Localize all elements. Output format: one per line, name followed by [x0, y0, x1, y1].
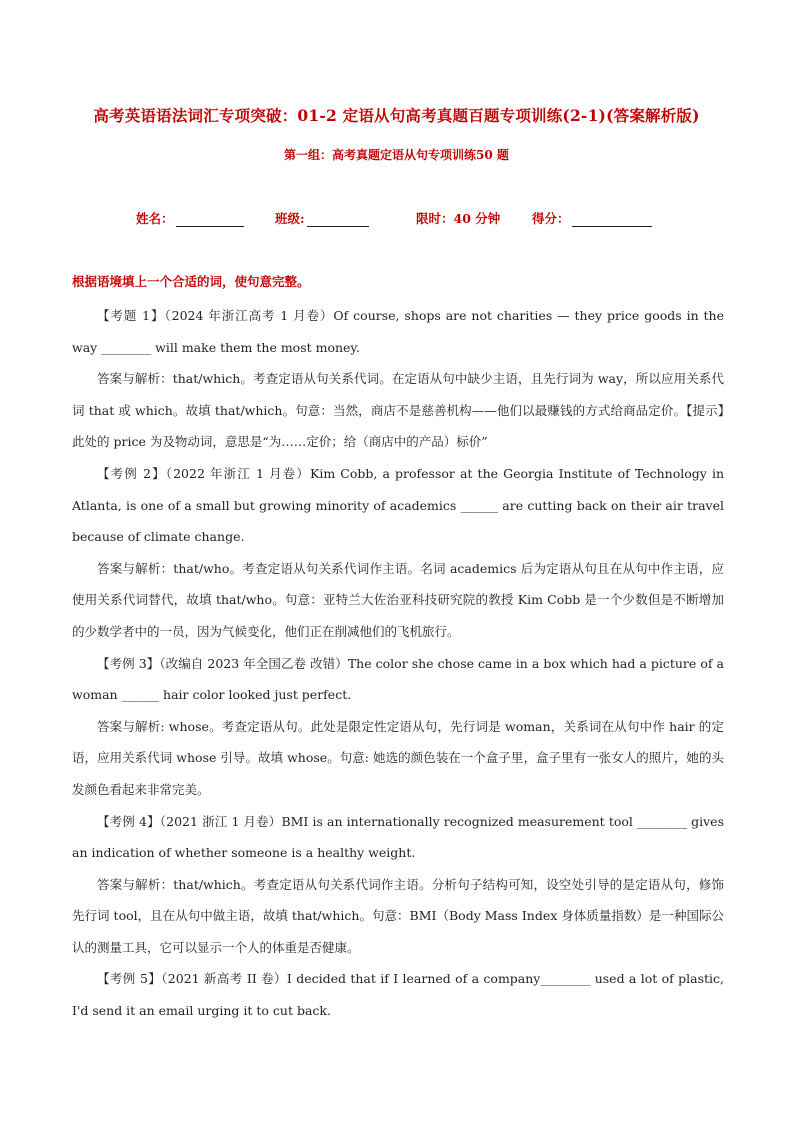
- class-label: 班级:: [275, 211, 305, 226]
- answer-3: 答案与解析: whose。考查定语从句。此处是限定性定语从句，先行词是 woman，关系词在从句中作 hair 的定语，应用关系代词 whose 引导。故填 whose。句意: 她选的颜色装在一个盒子里，盒子里有一张女人的照片，她的头发颜色看起来非常完美。: [72, 718, 724, 797]
- class-blank[interactable]: [307, 212, 369, 227]
- question-5: 【考例 5】（2021 新高考 II 卷）I decided that if I learned of a company________ used a lot of plastic, I'd send it an email urging it to cut back.: [72, 971, 724, 1019]
- time-limit: 限时：40 分钟: [416, 211, 501, 226]
- question-1: 【考题 1】（2024 年浙江高考 1 月卷）Of course, shops are not charities — they price goods in the way ________ will make them the most money.: [72, 308, 724, 355]
- instruction: 根据语境填上一个合适的词，使句意完整。: [72, 274, 310, 289]
- name-blank[interactable]: [176, 212, 244, 227]
- name-label: 姓名：: [136, 211, 174, 226]
- page-subtitle: 第一组：高考真题定语从句专项训练50 题: [284, 148, 509, 162]
- question-2: 【考例 2】（2022 年浙江 1 月卷）Kim Cobb, a professor at the Georgia Institute of Technology in Atlanta, is one of a small but growing minority of academics ______ are cutting back on their air travel because of climate change.: [72, 465, 724, 545]
- score-label: 得分：: [532, 211, 570, 226]
- question-list: [72, 300, 724, 1027]
- answer-1: 答案与解析：that/which。考查定语从句关系代词。在定语从句中缺少主语，且先行词为 way，所以应用关系代词 that 或 which。故填 that/which。句意：当然，商店不是慈善机构——他们以最赚钱的方式给商品定价。【提示】此处的 price 为及物动词，意思是“为……定价；给（商店中的产品）标价”: [72, 371, 724, 450]
- page-title: 高考英语语法词汇专项突破：01-2 定语从句高考真题百题专项训练(2-1)(答案解析版): [93, 106, 700, 125]
- student-info-row: [0, 209, 793, 227]
- question-3: 【考例 3】（改编自 2023 年全国乙卷 改错）The color she chose came in a box which had a picture of a woman ______ hair color looked just perfect.: [72, 655, 724, 703]
- name-field: [136, 209, 244, 227]
- answer-4: 答案与解析：that/which。考查定语从句关系代词作主语。分析句子结构可知，设空处引导的是定语从句，修饰先行词 tool，且在从句中做主语，故填 that/which。句意：BMI（Body Mass Index 身体质量指数）是一种国际公认的测量工具，它可以显示一个人的体重是否健康。: [72, 876, 724, 955]
- answer-2: 答案与解析：that/who。考查定语从句关系代词作主语。名词 academics 后为定语从句且在从句中作主语，应使用关系代词替代，故填 that/who。句意：亚特兰大佐治亚科技研究院的教授 Kim Cobb 是一个少数但是不断增加的少数学者中的一员，因为气候变化，他们正在削减他们的飞机旅行。: [72, 560, 724, 639]
- score-blank[interactable]: [572, 212, 652, 227]
- class-field: [275, 209, 369, 227]
- score-field: [532, 209, 652, 227]
- question-4: 【考例 4】（2021 浙江 1 月卷）BMI is an internationally recognized measurement tool ________ gives an indication of whether someone is a healthy weight.: [72, 813, 724, 861]
